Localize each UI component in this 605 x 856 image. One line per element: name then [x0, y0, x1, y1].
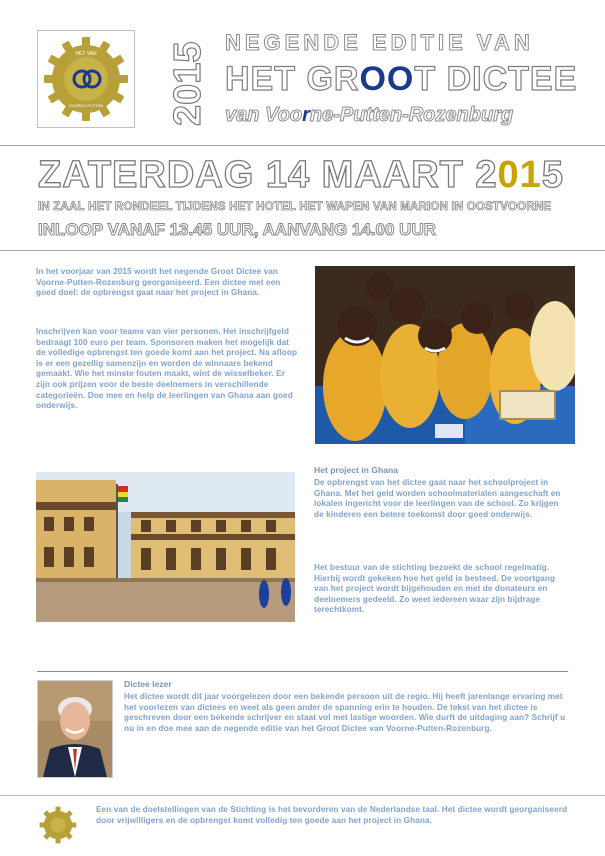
year-text: 2015: [170, 41, 209, 126]
ghana-paragraph-2: Het bestuur van de stichting bezoekt de school regelmatig. Hierbij wordt gekeken hoe het geld is besteed. De voortgang van het project wordt bijgehouden en met de donateurs en deelnemers gedeeld. Zo weet iedereen waar zijn bijdrage terechtkomt.: [314, 563, 556, 615]
reader-portrait: [37, 680, 113, 778]
logo-text-bottom: VOORNE-PUTTEN: [68, 103, 104, 108]
header-edition: NEGENDE EDITIE VAN: [225, 30, 534, 55]
event-time: INLOOP VANAF 13.45 UUR, AANVANG 14.00 UUR: [38, 220, 437, 239]
footer-gear-icon: [38, 805, 78, 845]
ghana-section-title: Het project in Ghana: [314, 465, 399, 475]
reader-title: Dictee lezer: [124, 679, 172, 689]
divider: [37, 671, 568, 672]
header-title: HET GROOT DICTEE: [225, 60, 578, 98]
ghana-paragraph-1: De opbrengst van het dictee gaat naar het schoolproject in Ghana. Met het geld worden schoolmaterialen aangeschaft en lokalen ingericht voor de leerlingen van de school. Zo krijgen de kinderen een betere toekomst door goed onderwijs.: [314, 478, 561, 519]
event-date: ZATERDAG 14 MAART 2015: [38, 154, 564, 196]
children-photo: [315, 266, 575, 444]
school-photo: [36, 472, 295, 622]
footer-text: Een van de doelstellingen van de Stichting is het bevorderen van de Nederlandse taal. Het dictee wordt georganiseerd door vrijwilligers en de opbrengst komt volledig ten goede aan het project in Ghana.: [96, 805, 568, 825]
divider: [0, 250, 605, 251]
divider: [0, 145, 605, 146]
year-vertical: [170, 30, 218, 128]
logo-text-top: HET VAN: [75, 51, 97, 57]
logo: [37, 30, 135, 128]
header-subtitle: van Voorne-Putten-Rozenburg: [225, 104, 514, 126]
reader-text: Het dictee wordt dit jaar voorgelezen door een bekende persoon uit de regio. Hij heeft jarenlange ervaring met het voorlezen van dictees en weet als geen ander de spanning erin te houden. De tekst van het dictee is geschreven door een bekende schrijver en staat vol met lastige woorden. Wie durft de uitdaging aan? Schrijf u nu in en doe mee aan de negende editie van het Groot Dictee van Voorne-Putten-Rozenburg.: [124, 692, 566, 733]
event-venue: IN ZAAL HET RONDEEL TIJDENS HET HOTEL HET WAPEN VAN MARION IN OOSTVOORNE: [38, 201, 552, 213]
gear-logo-icon: [38, 31, 134, 127]
divider: [0, 795, 605, 796]
intro-paragraph-2: Inschrijven kan voor teams van vier personen. Het inschrijfgeld bedraagt 100 euro per team. Sponsoren maken het mogelijk dat de volledige opbrengst ten goede komt aan het project. Na afloop is er een gezellig samenzijn en worden de winnaars bekend gemaakt. Wie het minste fouten maakt, wint de wisselbeker. Er zijn ook prijzen voor de beste deelnemers in verschillende categorieën. Doe mee en help de leerlingen van Ghana aan goed onderwijs.: [36, 327, 298, 411]
intro-paragraph-1: In het voorjaar van 2015 wordt het negende Groot Dictee van Voorne-Putten-Rozenburg georganiseerd. Een dictee met een goed doel: de opbrengst gaat naar het project in Ghana.: [36, 267, 281, 298]
